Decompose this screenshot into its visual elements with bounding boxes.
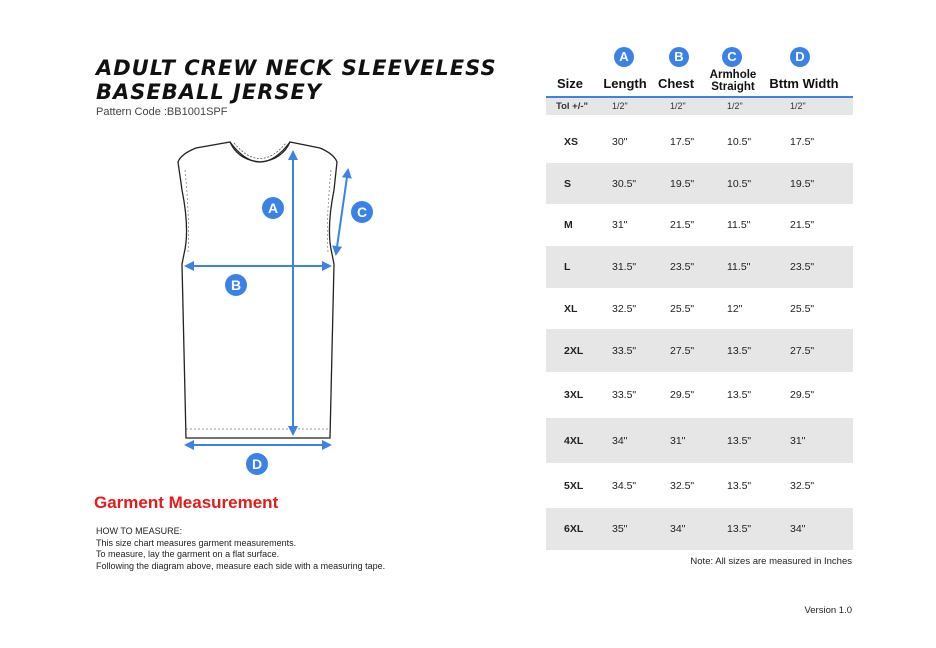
table-row	[546, 288, 853, 329]
cell-bottom-width: 32.5"	[790, 479, 815, 492]
pattern-code: Pattern Code :BB1001SPF	[96, 106, 228, 118]
cell-size: 5XL	[564, 479, 584, 492]
cell-length: 33.5"	[612, 389, 637, 401]
cell-length: 35"	[612, 523, 628, 535]
cell-size: 3XL	[564, 389, 584, 401]
label-c-badge	[351, 201, 373, 223]
cell-chest: 19.5"	[670, 177, 695, 190]
cell-length: 34"	[612, 434, 628, 447]
header-armhole	[704, 69, 762, 93]
cell-armhole: 13.5"	[727, 389, 752, 401]
tolerance-length: 1/2"	[612, 101, 628, 111]
title-line-1: ADULT CREW NECK SLEEVELESS	[96, 56, 497, 80]
table-row	[546, 329, 853, 372]
cell-bottom-width: 29.5"	[790, 389, 815, 401]
cell-armhole: 13.5"	[727, 523, 752, 535]
table-row	[546, 372, 853, 418]
cell-armhole: 13.5"	[727, 434, 752, 447]
table-row	[546, 463, 853, 508]
header-chest: Chest	[657, 76, 695, 91]
cell-chest: 32.5"	[670, 479, 695, 492]
header-bottom-width: Bttm Width	[769, 76, 839, 91]
cell-chest: 29.5"	[670, 389, 695, 401]
page-title	[96, 56, 497, 104]
arrow-c-armhole	[336, 170, 348, 254]
table-row	[546, 508, 853, 550]
badge-a: A	[614, 47, 634, 67]
table-row	[546, 418, 853, 463]
how-to-line: To measure, lay the garment on a flat surface.	[96, 549, 280, 559]
cell-size: M	[564, 219, 573, 231]
cell-bottom-width: 34"	[790, 523, 806, 535]
version-text: Version 1.0	[804, 605, 852, 616]
label-d-text: D	[251, 456, 263, 472]
cell-length: 31.5"	[612, 261, 637, 273]
cell-size: 6XL	[564, 523, 584, 535]
label-d-badge	[246, 453, 268, 475]
label-b-badge	[225, 274, 247, 296]
cell-armhole: 11.5"	[727, 219, 751, 231]
cell-bottom-width: 21.5"	[790, 219, 815, 231]
label-c-text: C	[356, 204, 368, 220]
label-b-text: B	[230, 277, 242, 293]
how-to-measure	[96, 526, 385, 572]
label-a-text: A	[267, 200, 279, 216]
tolerance-chest: 1/2"	[670, 101, 686, 111]
cell-chest: 25.5"	[670, 302, 695, 315]
garment-measurement-title: Garment Measurement	[94, 493, 279, 512]
cell-length: 31"	[612, 219, 628, 231]
jersey-diagram	[150, 130, 400, 480]
cell-length: 30.5"	[612, 177, 637, 190]
cell-chest: 17.5"	[670, 135, 695, 148]
jersey-outline	[178, 142, 337, 438]
table-row	[546, 246, 853, 288]
cell-armhole: 12"	[727, 302, 743, 315]
header-armhole-line1: Armhole	[709, 69, 757, 81]
badge-b: B	[669, 47, 689, 67]
cell-armhole: 13.5"	[727, 479, 752, 492]
cell-chest: 31"	[670, 434, 686, 447]
tolerance-label: Tol +/-"	[556, 101, 589, 112]
cell-bottom-width: 23.5"	[790, 261, 815, 273]
how-to-line: HOW TO MEASURE:	[96, 526, 183, 536]
badge-d: D	[790, 47, 810, 67]
cell-length: 34.5"	[612, 479, 637, 492]
cell-chest: 27.5"	[670, 344, 695, 357]
cell-bottom-width: 17.5"	[790, 135, 815, 148]
note-text: Note: All sizes are measured in Inches	[690, 556, 852, 567]
cell-length: 33.5"	[612, 344, 637, 357]
cell-chest: 21.5"	[670, 219, 695, 231]
cell-armhole: 10.5"	[727, 177, 752, 190]
cell-size: 4XL	[564, 434, 584, 447]
tolerance-row	[546, 98, 853, 115]
cell-size: L	[564, 261, 571, 273]
tolerance-bottom-width: 1/2"	[790, 101, 806, 111]
cell-size: XS	[564, 135, 579, 148]
cell-armhole: 11.5"	[727, 261, 751, 273]
header-size: Size	[556, 76, 583, 91]
header-armhole-line2: Straight	[711, 81, 755, 93]
cell-chest: 23.5"	[670, 261, 695, 273]
cell-armhole: 10.5"	[727, 135, 752, 148]
how-to-line: This size chart measures garment measurements.	[96, 537, 297, 548]
cell-bottom-width: 27.5"	[790, 344, 815, 357]
table-row	[546, 204, 853, 246]
cell-size: XL	[564, 302, 578, 315]
cell-length: 30"	[612, 135, 628, 148]
cell-size: S	[564, 177, 572, 190]
cell-bottom-width: 25.5"	[790, 302, 815, 315]
how-to-line: Following the diagram above, measure each side with a measuring tape.	[96, 560, 386, 571]
label-a-badge	[262, 197, 284, 219]
header-length: Length	[603, 76, 647, 91]
title-line-2: BASEBALL JERSEY	[96, 80, 323, 104]
cell-size: 2XL	[564, 344, 584, 357]
table-row	[546, 121, 853, 162]
cell-length: 32.5"	[612, 302, 637, 315]
cell-armhole: 13.5"	[727, 344, 752, 357]
table-row	[546, 163, 853, 204]
cell-chest: 34"	[670, 523, 686, 535]
badge-c: C	[722, 47, 742, 67]
cell-bottom-width: 31"	[790, 434, 806, 447]
tolerance-armhole: 1/2"	[727, 101, 743, 111]
cell-bottom-width: 19.5"	[790, 177, 815, 190]
